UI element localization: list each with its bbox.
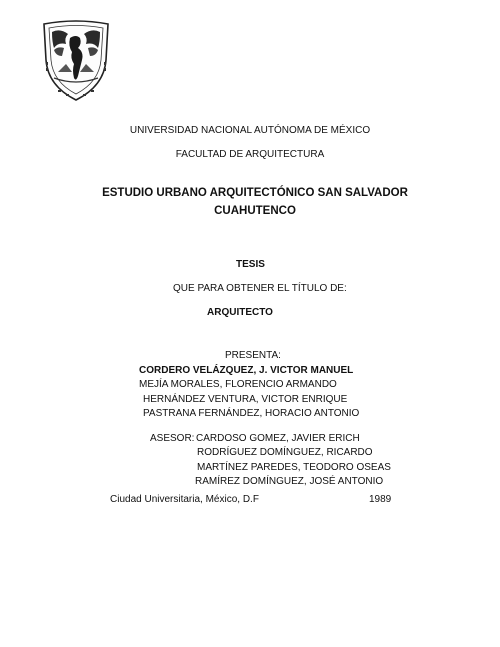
author-4: PASTRANA FERNÁNDEZ, HORACIO ANTONIO: [143, 408, 360, 419]
advisor-4: RAMÍREZ DOMÍNGUEZ, JOSÉ ANTONIO: [195, 476, 384, 487]
thesis-title-line2: CUAHUTENCO: [214, 205, 296, 217]
unam-seal-logo: [40, 20, 112, 102]
thesis-title-line1: ESTUDIO URBANO ARQUITECTÓNICO SAN SALVADOR: [102, 187, 408, 199]
thesis-label: TESIS: [236, 259, 265, 270]
advisor-1: CARDOSO GOMEZ, JAVIER ERICH: [196, 433, 360, 444]
degree-name: ARQUITECTO: [207, 307, 273, 318]
advisor-3: MARTÍNEZ PAREDES, TEODORO OSEAS: [197, 462, 391, 473]
university-name: UNIVERSIDAD NACIONAL AUTÓNOMA DE MÉXICO: [129, 125, 371, 136]
advisor-label: ASESOR:: [150, 433, 195, 444]
faculty-name: FACULTAD DE ARQUITECTURA: [175, 149, 325, 160]
degree-intro: QUE PARA OBTENER EL TÍTULO DE:: [173, 283, 347, 294]
place: Ciudad Universitaria, México, D.F: [110, 494, 259, 505]
year: 1989: [369, 494, 392, 505]
author-1: CORDERO VELÁZQUEZ, J. VICTOR MANUEL: [139, 365, 354, 376]
presents-label: PRESENTA:: [225, 350, 281, 361]
author-2: MEJÍA MORALES, FLORENCIO ARMANDO: [139, 379, 337, 390]
author-3: HERNÁNDEZ VENTURA, VICTOR ENRIQUE: [143, 394, 348, 405]
advisor-2: RODRÍGUEZ DOMÍNGUEZ, RICARDO: [197, 447, 373, 458]
